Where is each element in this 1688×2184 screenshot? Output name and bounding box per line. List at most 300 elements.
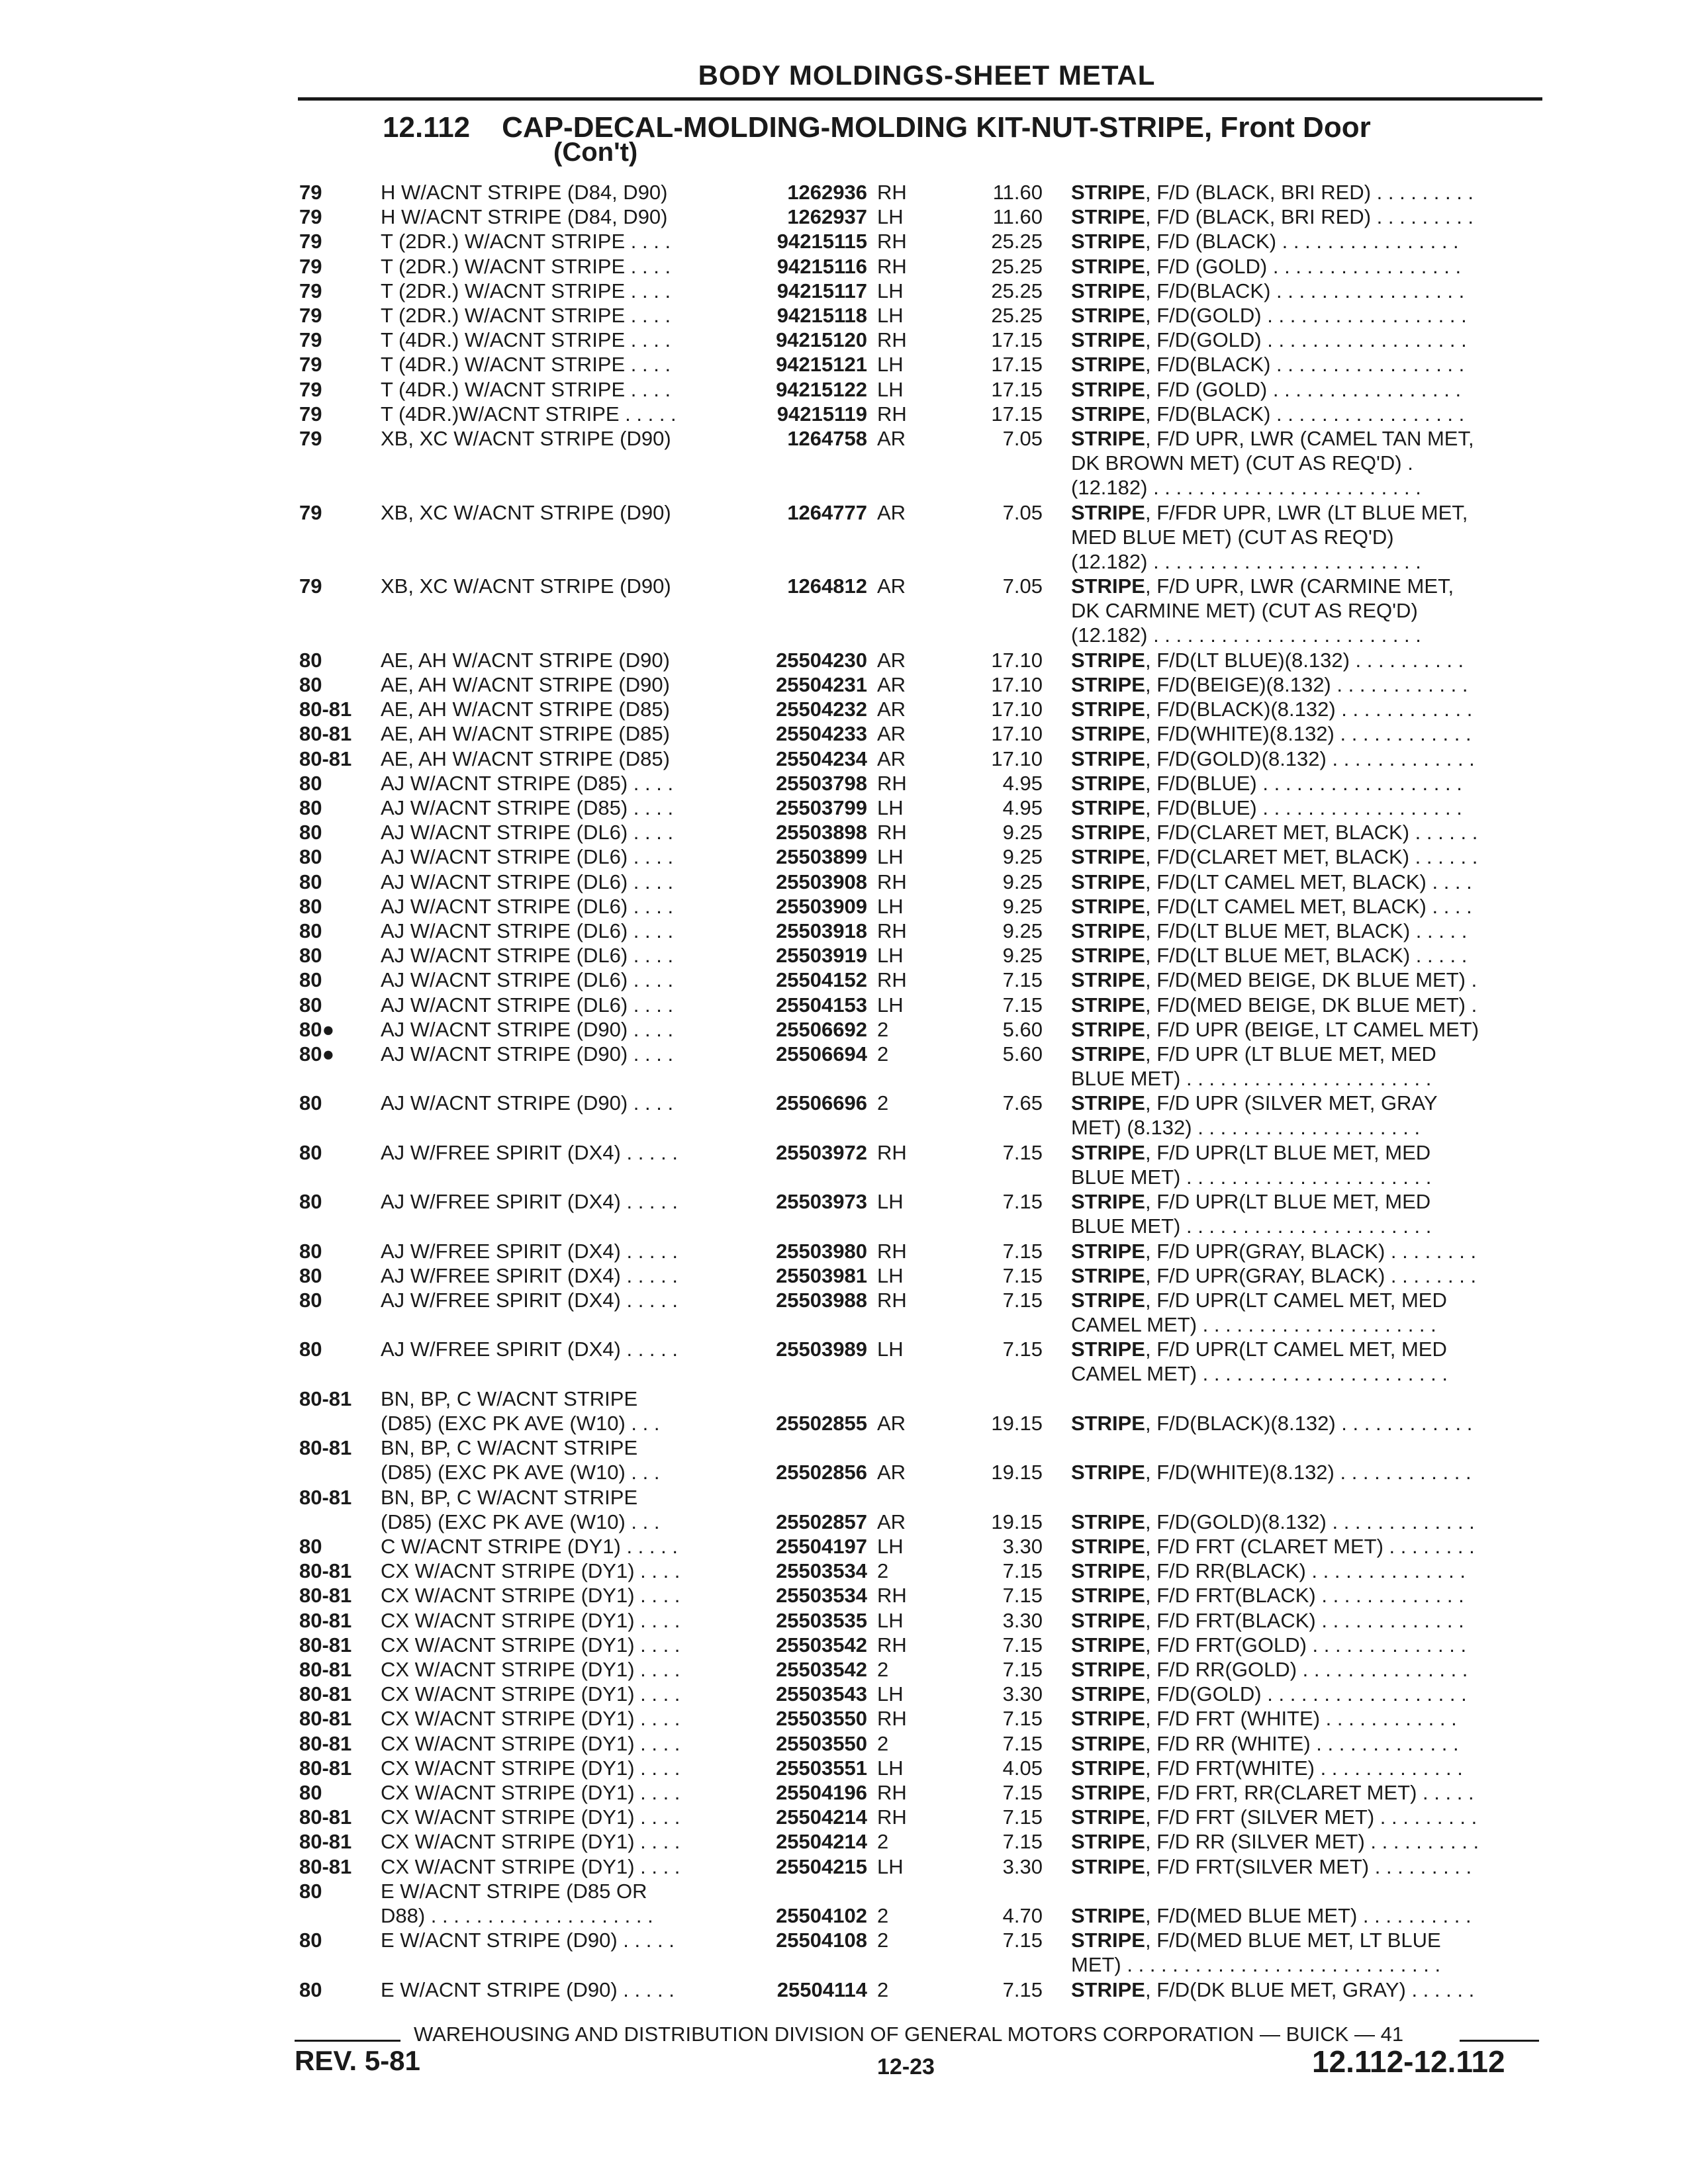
part-name-keyword: STRIPE [1071, 919, 1145, 942]
part-name-keyword: STRIPE [1071, 279, 1145, 302]
part-name-detail: , F/D FRT (WHITE) . . . . . . . . . . . . [1145, 1707, 1457, 1730]
side-or-quantity: 2 [877, 1929, 889, 1952]
model-year: 80 [299, 821, 322, 844]
side-or-quantity: 2 [877, 1904, 889, 1927]
part-number: 25503542 [776, 1658, 867, 1681]
part-name-keyword: STRIPE [1071, 1805, 1145, 1829]
model-description: AJ W/ACNT STRIPE (D85) . . . . [381, 796, 674, 819]
part-name [1071, 1189, 1548, 1238]
list-price: 17.10 [991, 698, 1043, 721]
side-or-quantity: LH [877, 1190, 904, 1213]
part-name [1071, 1460, 1548, 1484]
part-name-keyword: STRIPE [1071, 1559, 1145, 1582]
part-name [1071, 1854, 1548, 1879]
model-year: 80 [299, 1091, 322, 1115]
model-description: AJ W/ACNT STRIPE (DL6) . . . . [381, 944, 674, 967]
part-number: 25503798 [776, 772, 867, 795]
model-year: 80 [299, 673, 322, 696]
part-name-detail: , F/D(BLUE) . . . . . . . . . . . . . . . . . . [1145, 796, 1462, 819]
part-name-detail: , F/D (GOLD) . . . . . . . . . . . . . . . . . [1145, 378, 1462, 401]
part-name-keyword: STRIPE [1071, 944, 1145, 967]
part-number: 1264812 [787, 574, 867, 598]
model-description: AE, AH W/ACNT STRIPE (D85) [381, 747, 670, 770]
part-name-keyword: STRIPE [1071, 304, 1145, 327]
part-name-keyword: STRIPE [1071, 1510, 1145, 1533]
part-name [1071, 1682, 1548, 1706]
side-or-quantity: LH [877, 895, 904, 918]
side-or-quantity: RH [877, 181, 907, 204]
part-name-detail: , F/D FRT (SILVER MET) . . . . . . . . . [1145, 1805, 1477, 1829]
part-name [1071, 870, 1548, 894]
model-description: AJ W/ACNT STRIPE (D90) . . . . [381, 1091, 674, 1115]
part-name [1071, 1042, 1548, 1091]
list-price: 25.25 [991, 279, 1043, 302]
part-name [1071, 1706, 1548, 1731]
model-year: 80-81 [299, 1609, 352, 1632]
model-description: XB, XC W/ACNT STRIPE (D90) [381, 574, 671, 598]
part-name-keyword: STRIPE [1071, 1929, 1145, 1952]
side-or-quantity: 2 [877, 1018, 889, 1041]
part-name [1071, 1780, 1548, 1805]
model-year: 80 [299, 870, 322, 893]
model-description: AJ W/FREE SPIRIT (DX4) . . . . . [381, 1289, 678, 1312]
part-name-detail: , F/D(BLACK) . . . . . . . . . . . . . . . . . [1145, 402, 1465, 426]
part-name [1071, 1978, 1548, 2002]
list-price: 7.15 [1002, 1633, 1043, 1657]
model-year: 79 [299, 230, 322, 253]
part-number: 25502856 [776, 1461, 867, 1484]
side-or-quantity: RH [877, 1289, 907, 1312]
list-price: 7.05 [1002, 574, 1043, 598]
part-name-keyword: STRIPE [1071, 649, 1145, 672]
side-or-quantity: LH [877, 796, 904, 819]
part-number: 25502857 [776, 1510, 867, 1533]
part-name-keyword: STRIPE [1071, 1658, 1145, 1681]
part-name-keyword: STRIPE [1071, 1781, 1145, 1804]
model-year: 80-81 [299, 1682, 352, 1706]
side-or-quantity: RH [877, 870, 907, 893]
part-name-detail: , F/D UPR(LT CAMEL MET, MED CAMEL MET) . . . . . . . . . . . . . . . . . . . . . . [1071, 1338, 1448, 1385]
part-name-detail: , F/D(MED BEIGE, DK BLUE MET) . [1145, 968, 1477, 991]
part-number: 25503988 [776, 1289, 867, 1312]
part-number: 94215115 [776, 230, 867, 253]
model-description: CX W/ACNT STRIPE (DY1) . . . . [381, 1609, 680, 1632]
revision-label: REV. 5-81 [295, 2045, 420, 2076]
side-or-quantity: LH [877, 944, 904, 967]
model-description: AJ W/ACNT STRIPE (D90) . . . . [381, 1018, 674, 1041]
model-description: AJ W/ACNT STRIPE (DL6) . . . . [381, 870, 674, 893]
part-number: 25504197 [776, 1535, 867, 1558]
model-description: CX W/ACNT STRIPE (DY1) . . . . [381, 1855, 680, 1878]
part-name [1071, 1559, 1548, 1583]
part-name-detail: , F/D(LT CAMEL MET, BLACK) . . . . [1145, 895, 1472, 918]
side-or-quantity: AR [877, 1412, 906, 1435]
model-year: 80 [299, 1141, 322, 1164]
part-number: 25504233 [776, 722, 867, 745]
side-or-quantity: RH [877, 230, 907, 253]
footer-rule-left [295, 2040, 400, 2042]
part-name-detail: , F/D(BEIGE)(8.132) . . . . . . . . . . . . [1145, 673, 1468, 696]
part-name-keyword: STRIPE [1071, 993, 1145, 1017]
side-or-quantity: 2 [877, 1091, 889, 1115]
side-or-quantity: RH [877, 772, 907, 795]
part-name-detail: , F/D(MED BLUE MET, LT BLUE MET) . . . . . . . . . . . . . . . . . . . . . . . . . . . . [1071, 1929, 1441, 1976]
model-description: CX W/ACNT STRIPE (DY1) . . . . [381, 1830, 680, 1853]
list-price: 9.25 [1002, 944, 1043, 967]
part-name [1071, 1756, 1548, 1780]
side-or-quantity: AR [877, 649, 906, 672]
part-number: 1264777 [787, 501, 867, 524]
model-year: 80 [299, 1264, 322, 1287]
section-continued: (Con't) [553, 138, 638, 167]
part-name-detail: , F/D(LT CAMEL MET, BLACK) . . . . [1145, 870, 1472, 893]
list-price: 3.30 [1002, 1682, 1043, 1706]
part-name-detail: , F/D(LT BLUE MET, BLACK) . . . . . [1145, 944, 1468, 967]
model-year: 79 [299, 353, 322, 376]
part-name-detail: , F/D FRT (CLARET MET) . . . . . . . . [1145, 1535, 1475, 1558]
part-name-keyword: STRIPE [1071, 1830, 1145, 1853]
part-number: 25503980 [776, 1240, 867, 1263]
model-year: 80-81 [299, 1658, 352, 1681]
part-number: 25504196 [776, 1781, 867, 1804]
part-name-keyword: STRIPE [1071, 1756, 1145, 1780]
part-name [1071, 672, 1548, 697]
list-price: 7.15 [1002, 1338, 1043, 1361]
part-name-keyword: STRIPE [1071, 1707, 1145, 1730]
model-year: 80 [299, 1781, 322, 1804]
part-name-keyword: STRIPE [1071, 1412, 1145, 1435]
side-or-quantity: LH [877, 378, 904, 401]
part-name-keyword: STRIPE [1071, 1584, 1145, 1607]
part-name-keyword: STRIPE [1071, 895, 1145, 918]
part-name-detail: , F/D(LT BLUE MET, BLACK) . . . . . [1145, 919, 1468, 942]
model-year: 80 [299, 895, 322, 918]
model-year: 79 [299, 427, 322, 450]
part-name-detail: , F/D UPR (BEIGE, LT CAMEL MET) [1145, 1018, 1479, 1041]
part-name-keyword: STRIPE [1071, 1535, 1145, 1558]
side-or-quantity: LH [877, 1609, 904, 1632]
part-name-detail: , F/D(WHITE)(8.132) . . . . . . . . . . . . [1145, 1461, 1472, 1484]
part-name [1071, 574, 1548, 647]
part-number: 25503543 [776, 1682, 867, 1706]
part-name-detail: , F/D RR (WHITE) . . . . . . . . . . . . . [1145, 1732, 1459, 1755]
part-number: 25504114 [776, 1978, 867, 2001]
part-name [1071, 426, 1548, 500]
part-name-keyword: STRIPE [1071, 1141, 1145, 1164]
part-name-keyword: STRIPE [1071, 722, 1145, 745]
list-price: 9.25 [1002, 870, 1043, 893]
part-name-detail: , F/D (BLACK, BRI RED) . . . . . . . . . [1145, 181, 1474, 204]
part-name-detail: , F/D (GOLD) . . . . . . . . . . . . . . . . . [1145, 255, 1462, 278]
part-number: 94215122 [776, 378, 867, 401]
list-price: 7.15 [1002, 1658, 1043, 1681]
model-description: AJ W/FREE SPIRIT (DX4) . . . . . [381, 1240, 678, 1263]
side-or-quantity: 2 [877, 1830, 889, 1853]
part-name-keyword: STRIPE [1071, 1240, 1145, 1263]
part-name-detail: , F/D(BLACK) . . . . . . . . . . . . . . . . . [1145, 279, 1465, 302]
side-or-quantity: LH [877, 1756, 904, 1780]
list-price: 7.15 [1002, 1240, 1043, 1263]
footer-rule-right [1460, 2040, 1539, 2042]
part-number: 25503550 [776, 1732, 867, 1755]
model-description: C W/ACNT STRIPE (DY1) . . . . . [381, 1535, 678, 1558]
side-or-quantity: RH [877, 821, 907, 844]
list-price: 17.10 [991, 747, 1043, 770]
part-name-detail: , F/D UPR (SILVER MET, GRAY MET) (8.132) . . . . . . . . . . . . . . . . . . . . [1071, 1091, 1438, 1139]
part-number: 1262936 [787, 181, 867, 204]
part-name-detail: , F/D(GOLD)(8.132) . . . . . . . . . . . . . [1145, 1510, 1475, 1533]
list-price: 7.15 [1002, 1732, 1043, 1755]
part-name [1071, 352, 1548, 377]
side-or-quantity: 2 [877, 1559, 889, 1582]
part-name-detail: , F/D UPR(LT BLUE MET, MED BLUE MET) . . . . . . . . . . . . . . . . . . . . . . [1071, 1141, 1432, 1189]
list-price: 19.15 [991, 1461, 1043, 1484]
model-year: 80 [299, 1978, 322, 2001]
model-year: 80 [299, 1289, 322, 1312]
model-description: E W/ACNT STRIPE (D90) . . . . . [381, 1978, 675, 2001]
part-name [1071, 1829, 1548, 1854]
list-price: 17.10 [991, 673, 1043, 696]
model-description: AJ W/ACNT STRIPE (D85) . . . . [381, 772, 674, 795]
model-year: 80● [299, 1018, 335, 1041]
side-or-quantity: LH [877, 353, 904, 376]
list-price: 5.60 [1002, 1018, 1043, 1041]
model-description: AJ W/FREE SPIRIT (DX4) . . . . . [381, 1264, 678, 1287]
part-number: 25506692 [776, 1018, 867, 1041]
model-description: CX W/ACNT STRIPE (DY1) . . . . [381, 1732, 680, 1755]
part-number: 25504214 [776, 1830, 867, 1853]
part-name [1071, 820, 1548, 844]
part-number: 94215118 [776, 304, 867, 327]
part-name [1071, 1263, 1548, 1288]
model-year: 80 [299, 1535, 322, 1558]
part-name-keyword: STRIPE [1071, 205, 1145, 228]
part-name-detail: , F/D(GOLD) . . . . . . . . . . . . . . . . . . [1145, 304, 1467, 327]
side-or-quantity: AR [877, 1510, 906, 1533]
model-description: H W/ACNT STRIPE (D84, D90) [381, 205, 668, 228]
model-year: 80-81 [299, 698, 352, 721]
side-or-quantity: AR [877, 722, 906, 745]
part-name-detail: , F/D(GOLD) . . . . . . . . . . . . . . . . . . [1145, 328, 1467, 351]
part-name-detail: , F/D UPR(GRAY, BLACK) . . . . . . . . [1145, 1264, 1477, 1287]
model-description: BN, BP, C W/ACNT STRIPE (D85) (EXC PK AVE (W10) . . . [381, 1387, 660, 1435]
model-year: 80 [299, 845, 322, 868]
model-description: T (2DR.) W/ACNT STRIPE . . . . [381, 230, 671, 253]
model-description: T (4DR.) W/ACNT STRIPE . . . . [381, 328, 671, 351]
list-price: 7.15 [1002, 1978, 1043, 2001]
side-or-quantity: LH [877, 1264, 904, 1287]
part-name-keyword: STRIPE [1071, 772, 1145, 795]
part-name [1071, 1510, 1548, 1534]
side-or-quantity: RH [877, 255, 907, 278]
part-name [1071, 1017, 1548, 1042]
part-name-keyword: STRIPE [1071, 1855, 1145, 1878]
list-price: 7.15 [1002, 1781, 1043, 1804]
part-name-keyword: STRIPE [1071, 1633, 1145, 1657]
part-name-keyword: STRIPE [1071, 698, 1145, 721]
list-price: 25.25 [991, 304, 1043, 327]
part-name [1071, 180, 1548, 205]
part-number: 1264758 [787, 427, 867, 450]
model-description: AJ W/ACNT STRIPE (D90) . . . . [381, 1042, 674, 1066]
part-name-detail: , F/D(CLARET MET, BLACK) . . . . . . [1145, 821, 1478, 844]
list-price: 7.15 [1002, 1929, 1043, 1952]
part-name-keyword: STRIPE [1071, 1018, 1145, 1041]
part-number: 25506696 [776, 1091, 867, 1115]
page-title: BODY MOLDINGS-SHEET METAL [698, 60, 1156, 91]
part-name-keyword: STRIPE [1071, 574, 1145, 598]
part-number: 25503981 [776, 1264, 867, 1287]
model-description: AE, AH W/ACNT STRIPE (D85) [381, 698, 670, 721]
side-or-quantity: LH [877, 1338, 904, 1361]
part-name [1071, 796, 1548, 820]
part-number: 25504108 [776, 1929, 867, 1952]
model-description: CX W/ACNT STRIPE (DY1) . . . . [381, 1707, 680, 1730]
part-name [1071, 993, 1548, 1017]
model-description: T (4DR.) W/ACNT STRIPE . . . . [381, 378, 671, 401]
section-title: CAP-DECAL-MOLDING-MOLDING KIT-NUT-STRIPE, Front Door [502, 111, 1371, 144]
part-name-keyword: STRIPE [1071, 1978, 1145, 2001]
list-price: 9.25 [1002, 919, 1043, 942]
part-name-detail: , F/D UPR(GRAY, BLACK) . . . . . . . . [1145, 1240, 1477, 1263]
part-name-detail: , F/FDR UPR, LWR (LT BLUE MET, MED BLUE MET) (CUT AS REQ'D) (12.182) . . . . . . . . . . . . . . . . . . . . . . . . [1071, 501, 1468, 573]
list-price: 17.15 [991, 353, 1043, 376]
list-price: 19.15 [991, 1510, 1043, 1533]
part-name-detail: , F/D(BLACK) . . . . . . . . . . . . . . . . . [1145, 353, 1465, 376]
part-name-keyword: STRIPE [1071, 353, 1145, 376]
side-or-quantity: LH [877, 205, 904, 228]
list-price: 7.15 [1002, 1289, 1043, 1312]
list-price: 3.30 [1002, 1855, 1043, 1878]
list-price: 7.65 [1002, 1091, 1043, 1115]
side-or-quantity: RH [877, 1633, 907, 1657]
section-range: 12.112-12.112 [1312, 2044, 1505, 2079]
part-name-keyword: STRIPE [1071, 796, 1145, 819]
part-number: 1262937 [787, 205, 867, 228]
model-year: 79 [299, 402, 322, 426]
model-year: 79 [299, 328, 322, 351]
footer-line: WAREHOUSING AND DISTRIBUTION DIVISION OF GENERAL MOTORS CORPORATION — BUICK — 41 [414, 2023, 1404, 2046]
model-description: E W/ACNT STRIPE (D90) . . . . . [381, 1929, 675, 1952]
side-or-quantity: RH [877, 1584, 907, 1607]
model-description: XB, XC W/ACNT STRIPE (D90) [381, 501, 671, 524]
part-name-detail: , F/D(GOLD) . . . . . . . . . . . . . . . . . . [1145, 1682, 1467, 1706]
list-price: 19.15 [991, 1412, 1043, 1435]
model-year: 80-81 [299, 1830, 352, 1853]
list-price: 7.15 [1002, 1264, 1043, 1287]
model-year: 80-81 [299, 1486, 352, 1509]
list-price: 9.25 [1002, 821, 1043, 844]
model-description: T (2DR.) W/ACNT STRIPE . . . . [381, 279, 671, 302]
model-year: 80 [299, 919, 322, 942]
model-description: AJ W/ACNT STRIPE (DL6) . . . . [381, 968, 674, 991]
part-name [1071, 1608, 1548, 1633]
part-name-keyword: STRIPE [1071, 747, 1145, 770]
part-name-keyword: STRIPE [1071, 870, 1145, 893]
model-year: 79 [299, 279, 322, 302]
part-name [1071, 328, 1548, 352]
part-name [1071, 1091, 1548, 1140]
model-year: 80 [299, 1240, 322, 1263]
part-number: 25506694 [776, 1042, 867, 1066]
side-or-quantity: RH [877, 1781, 907, 1804]
part-name [1071, 254, 1548, 279]
list-price: 11.60 [992, 181, 1043, 204]
part-name-keyword: STRIPE [1071, 1461, 1145, 1484]
model-description: CX W/ACNT STRIPE (DY1) . . . . [381, 1805, 680, 1829]
list-price: 17.10 [991, 649, 1043, 672]
model-description: AE, AH W/ACNT STRIPE (D90) [381, 673, 670, 696]
part-name-keyword: STRIPE [1071, 1042, 1145, 1066]
section-number: 12.112 [383, 111, 471, 144]
part-name-detail: , F/D (BLACK) . . . . . . . . . . . . . . . . [1145, 230, 1459, 253]
part-number: 94215117 [776, 279, 867, 302]
side-or-quantity: AR [877, 1461, 906, 1484]
part-name-keyword: STRIPE [1071, 968, 1145, 991]
part-name-keyword: STRIPE [1071, 1289, 1145, 1312]
part-name-detail: , F/D FRT(SILVER MET) . . . . . . . . . [1145, 1855, 1472, 1878]
model-year: 79 [299, 181, 322, 204]
part-name [1071, 894, 1548, 919]
side-or-quantity: RH [877, 919, 907, 942]
part-name-detail: , F/D FRT(WHITE) . . . . . . . . . . . . . [1145, 1756, 1463, 1780]
model-description: T (4DR.)W/ACNT STRIPE . . . . . [381, 402, 677, 426]
model-year: 80-81 [299, 747, 352, 770]
part-number: 25503909 [776, 895, 867, 918]
model-description: E W/ACNT STRIPE (D85 OR D88) . . . . . . . . . . . . . . . . . . . . [381, 1880, 653, 1927]
model-year: 80 [299, 649, 322, 672]
model-description: BN, BP, C W/ACNT STRIPE (D85) (EXC PK AVE (W10) . . . [381, 1486, 660, 1533]
model-description: AJ W/FREE SPIRIT (DX4) . . . . . [381, 1141, 678, 1164]
list-price: 7.15 [1002, 1707, 1043, 1730]
part-name-detail: , F/D(MED BLUE MET) . . . . . . . . . . [1145, 1904, 1472, 1927]
part-name-keyword: STRIPE [1071, 845, 1145, 868]
model-year: 80-81 [299, 1387, 352, 1410]
model-year: 80 [299, 796, 322, 819]
part-name-keyword: STRIPE [1071, 230, 1145, 253]
model-year: 80-81 [299, 1559, 352, 1582]
part-name-keyword: STRIPE [1071, 402, 1145, 426]
model-year: 79 [299, 304, 322, 327]
model-description: AE, AH W/ACNT STRIPE (D90) [381, 649, 670, 672]
part-name [1071, 205, 1548, 229]
part-name-keyword: STRIPE [1071, 1264, 1145, 1287]
part-name-keyword: STRIPE [1071, 673, 1145, 696]
list-price: 4.95 [1002, 796, 1043, 819]
part-name [1071, 303, 1548, 328]
model-description: CX W/ACNT STRIPE (DY1) . . . . [381, 1584, 680, 1607]
part-name [1071, 1657, 1548, 1682]
model-year: 79 [299, 501, 322, 524]
part-name-detail: , F/D FRT(BLACK) . . . . . . . . . . . . . [1145, 1584, 1464, 1607]
part-name [1071, 771, 1548, 796]
list-price: 7.15 [1002, 1141, 1043, 1164]
part-number: 25503919 [776, 944, 867, 967]
model-description: CX W/ACNT STRIPE (DY1) . . . . [381, 1633, 680, 1657]
part-number: 25503534 [776, 1584, 867, 1607]
model-description: AE, AH W/ACNT STRIPE (D85) [381, 722, 670, 745]
part-name-detail: , F/D FRT(BLACK) . . . . . . . . . . . . . [1145, 1609, 1464, 1632]
side-or-quantity: AR [877, 501, 906, 524]
list-price: 11.60 [992, 205, 1043, 228]
list-price: 4.05 [1002, 1756, 1043, 1780]
model-description: H W/ACNT STRIPE (D84, D90) [381, 181, 668, 204]
part-name [1071, 1411, 1548, 1435]
list-price: 25.25 [991, 230, 1043, 253]
model-description: AJ W/ACNT STRIPE (DL6) . . . . [381, 919, 674, 942]
part-name [1071, 968, 1548, 992]
part-number: 25504231 [776, 673, 867, 696]
